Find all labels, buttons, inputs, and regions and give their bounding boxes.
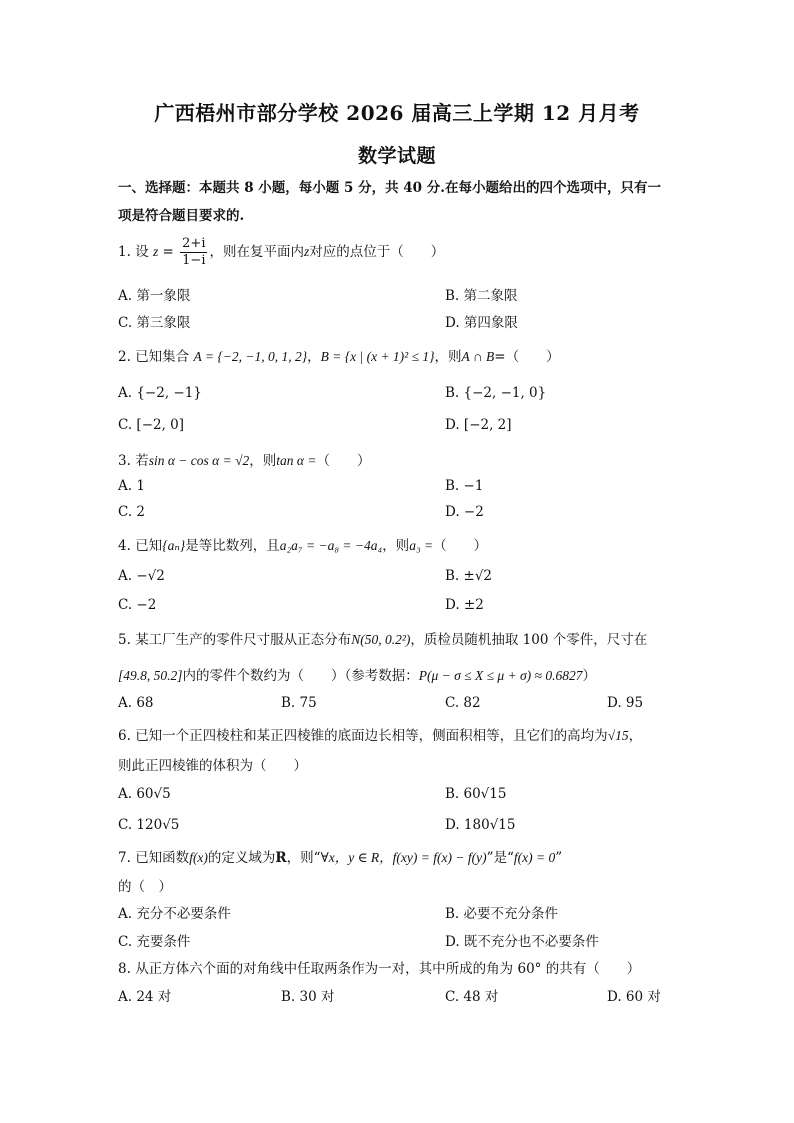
option-1b: B. 第二象限 [445, 288, 518, 304]
option-6b: B. 60√15 [445, 786, 507, 802]
option-2c: C. [−2, 0] [118, 417, 185, 433]
option-8c: C. 48 对 [445, 989, 499, 1005]
option-1a: A. 第一象限 [118, 288, 191, 304]
section-header [118, 174, 678, 230]
option-5d: D. 95 [607, 695, 644, 711]
question-8-stem: 8. 从正方体六个面的对角线中任取两条作为一对，其中所成的角为 60° 的共有（ ） [118, 961, 641, 977]
option-8a: A. 24 对 [118, 989, 172, 1005]
exam-title: 广西梧州市部分学校 2026 届高三上学期 12 月月考 [154, 101, 640, 125]
option-6a: A. 60√5 [118, 786, 171, 802]
option-8b: B. 30 对 [281, 989, 335, 1005]
question-6-stem-line1: 6. 已知一个正四棱柱和某正四棱锥的底面边长相等，侧面积相等，且它们的高均为√15， [118, 728, 643, 744]
question-4-stem: 4. 已知{aₙ}是等比数列，且a₂a₇ = −a₈ = −4a₄，则a₃ =（ ） [118, 538, 488, 554]
option-4d: D. ±2 [445, 597, 484, 613]
option-7d: D. 既不充分也不必要条件 [445, 934, 599, 950]
option-5a: A. 68 [118, 695, 154, 711]
option-3c: C. 2 [118, 504, 146, 520]
exam-subtitle: 数学试题 [357, 145, 436, 167]
section-header-line2: 项是符合题目要求的. [118, 208, 245, 224]
option-2d: D. [−2, 2] [445, 417, 512, 433]
option-1c: C. 第三象限 [118, 315, 191, 331]
option-3d: D. −2 [445, 504, 484, 520]
option-4a: A. −√2 [118, 568, 165, 584]
question-2-stem: 2. 已知集合 A = {−2, −1, 0, 1, 2}，B = {x | (x + 1)² ≤ 1}，则A ∩ B=（ ） [118, 349, 560, 365]
option-7b: B. 必要不充分条件 [445, 906, 559, 922]
option-4b: B. ±√2 [445, 568, 493, 584]
question-6-stem-line2: 则此正四棱锥的体积为（ ） [118, 758, 307, 774]
option-6c: C. 120√5 [118, 817, 180, 833]
option-7a: A. 充分不必要条件 [118, 906, 231, 922]
option-8d: D. 60 对 [607, 989, 661, 1005]
option-4c: C. −2 [118, 597, 157, 613]
question-3-stem: 3. 若sin α − cos α = √2，则tan α =（ ） [118, 453, 371, 469]
question-7-stem-line2: 的（ ） [118, 879, 172, 895]
section-header-line1: 一、选择题：本题共 8 小题，每小题 5 分，共 40 分.在每小题给出的四个选项中，只有一 [118, 180, 661, 196]
question-1-stem: 1. 设 z = $\frac{2+i}{1-i}$ ，则在复平面内z对应的点位于（ ） [118, 236, 445, 268]
fraction: $\frac{2+i}{1-i}$ [182, 236, 206, 268]
option-1d: D. 第四象限 [445, 315, 518, 331]
option-5c: C. 82 [445, 695, 481, 711]
option-3b: B. −1 [445, 478, 484, 494]
option-2a: A. {−2, −1} [118, 385, 202, 401]
option-2b: B. {−2, −1, 0} [445, 385, 547, 401]
option-5b: B. 75 [281, 695, 317, 711]
question-7-stem-line1: 7. 已知函数f(x)的定义域为R，则“∀x，y ∈ R，f(xy) = f(x) − f(y)”是“f(x) = 0” [118, 850, 563, 866]
question-5-stem-line1: 5. 某工厂生产的零件尺寸服从正态分布N(50, 0.2²)，质检员随机抽取 100 个零件，尺寸在 [118, 632, 648, 648]
option-3a: A. 1 [118, 478, 145, 494]
option-6d: D. 180√15 [445, 817, 516, 833]
option-7c: C. 充要条件 [118, 934, 191, 950]
question-5-stem-line2: [49.8, 50.2]内的零件个数约为（ ）（参考数据：P(μ − σ ≤ X ≤ μ + σ) ≈ 0.6827） [118, 668, 596, 684]
